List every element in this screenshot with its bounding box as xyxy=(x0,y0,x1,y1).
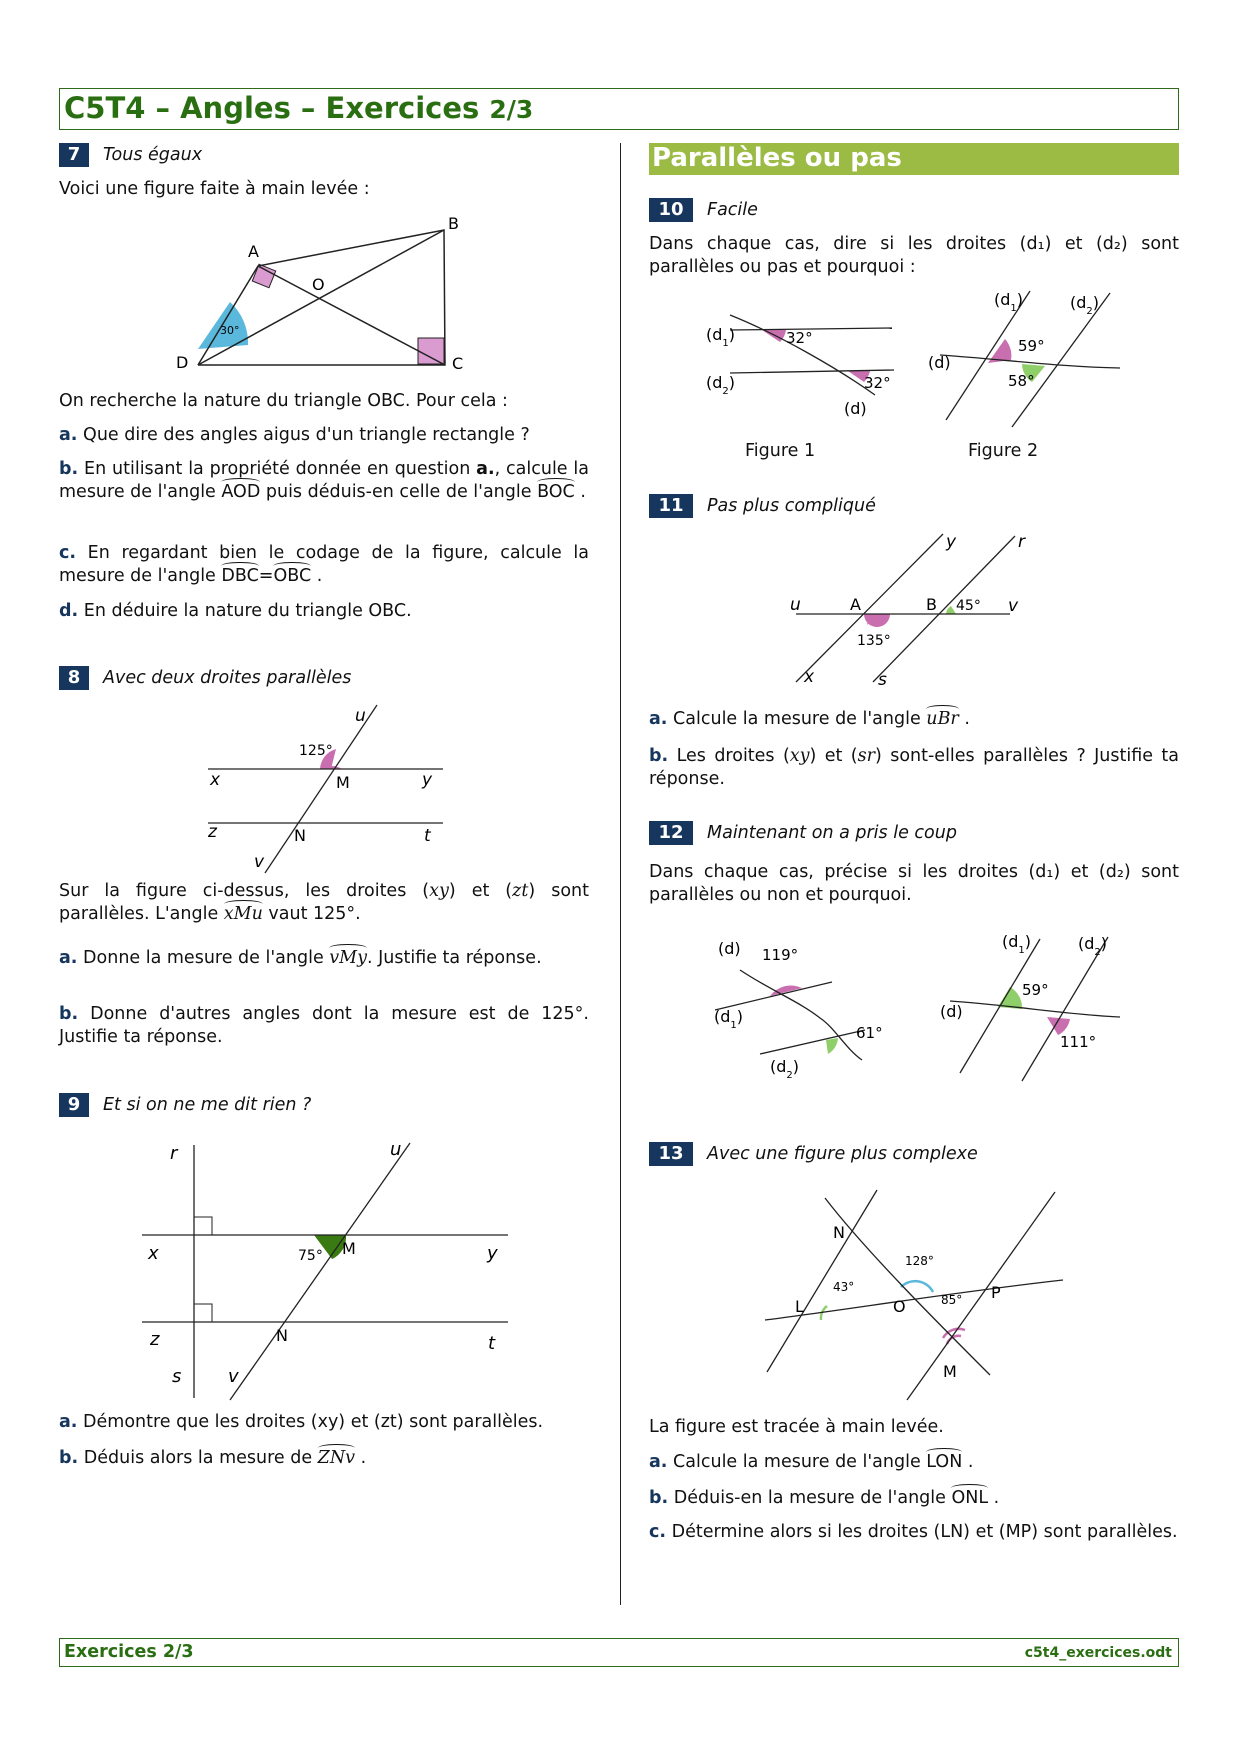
section-header xyxy=(649,143,1179,175)
label-v: v xyxy=(254,852,265,872)
label-d2-close: ) xyxy=(1092,293,1100,312)
angle-label-111: 111° xyxy=(1060,1033,1097,1051)
question-label: c. xyxy=(649,1522,667,1542)
label-d2-subscript: 2 xyxy=(786,1070,793,1081)
label-d1-close: ) xyxy=(728,325,736,344)
label-d2-subscript: 2 xyxy=(1094,947,1101,958)
question-reference: a. xyxy=(476,459,495,479)
right-angle-marker-bottom xyxy=(194,1304,212,1322)
question-text: Donne d'autres angles dont la mesure est de 125°. Justifie ta réponse. xyxy=(59,1004,589,1047)
question-text: En regardant bien le codage de la figure, calcule la mesure de l'angle xyxy=(59,543,589,586)
label-s: s xyxy=(878,670,887,690)
angle-label-32-top: 32° xyxy=(786,329,813,347)
exercise-title: Facile xyxy=(707,200,758,220)
label-d1-close: ) xyxy=(736,1007,744,1026)
exercise-title: Tous égaux xyxy=(103,145,203,165)
exercise-13-figure xyxy=(755,1170,1075,1410)
question-text: . xyxy=(574,481,586,502)
label-d1-subscript: 1 xyxy=(730,1020,737,1031)
right-angle-marker-C xyxy=(418,338,444,364)
question-text: Déduis alors la mesure de xyxy=(83,1448,318,1468)
question-label: d. xyxy=(59,601,79,621)
exercise-7-heading xyxy=(59,143,202,167)
label-s: s xyxy=(172,1366,182,1387)
exercise-title: Maintenant on a pris le coup xyxy=(707,823,957,843)
question-text: ) sont-elles parallèles ? Justifie ta réponse. xyxy=(649,746,1179,789)
line-LN xyxy=(767,1190,877,1372)
exercise-11-question-b xyxy=(649,745,1179,790)
label-O: O xyxy=(893,1297,906,1316)
angle-label-59: 59° xyxy=(1022,981,1049,999)
exercise-title: Avec une figure plus complexe xyxy=(707,1144,978,1164)
angle-label-85: 85° xyxy=(941,1293,963,1307)
label-t: t xyxy=(488,1333,496,1354)
angle-notation: LON xyxy=(926,1452,963,1472)
line-d1 xyxy=(715,982,832,1010)
line-xy xyxy=(796,534,943,682)
angle-notation: ONL xyxy=(951,1488,989,1508)
label-d2-name: (d xyxy=(706,373,723,392)
angle-notation: xMu xyxy=(223,903,263,924)
label-d1-subscript: 1 xyxy=(1010,303,1017,314)
exercise-13-question-b xyxy=(649,1487,1179,1510)
label-u: u xyxy=(390,1139,402,1160)
label-d1-name: (d xyxy=(994,290,1011,309)
exercise-9-figure xyxy=(140,1135,515,1400)
label-d: (d) xyxy=(940,1002,963,1021)
question-text: Les droites ( xyxy=(676,746,790,766)
angle-label-61: 61° xyxy=(856,1024,883,1042)
question-label: a. xyxy=(649,709,668,729)
label-x: x xyxy=(804,667,815,687)
line-sr xyxy=(873,536,1015,682)
exercise-8-figure xyxy=(200,705,450,875)
exercise-8-question-b xyxy=(59,1003,589,1048)
label-d1 xyxy=(714,1007,743,1031)
right-angle-marker-top xyxy=(194,1217,212,1235)
question-text: . Justifie ta réponse. xyxy=(366,948,542,968)
label-d: (d) xyxy=(928,353,951,372)
footer-filename: c5t4_exercices.odt xyxy=(1024,1645,1172,1661)
question-text: Donne la mesure de l'angle xyxy=(83,948,330,968)
exercise-13-intro: La figure est tracée à main levée. xyxy=(649,1417,944,1437)
exercise-8-heading xyxy=(59,666,351,690)
title-fraction: 2/3 xyxy=(489,95,534,124)
exercise-12-text: Dans chaque cas, précise si les droites (d₁) et (d₂) sont parallèles ou non et pourquoi. xyxy=(649,862,1179,905)
exercise-number: 11 xyxy=(649,494,693,518)
angle-label-125: 125° xyxy=(299,743,333,759)
label-A: A xyxy=(248,242,259,261)
statement-text: ) et ( xyxy=(448,881,513,901)
exercise-9-question-b xyxy=(59,1447,589,1470)
page-header xyxy=(59,88,1179,130)
label-d1-close: ) xyxy=(1016,290,1024,309)
label-y: y xyxy=(487,1243,498,1264)
exercise-7-question-d xyxy=(59,600,589,623)
angle-notation: OBC xyxy=(273,565,312,586)
angle-label-59: 59° xyxy=(1018,337,1045,355)
label-d2-close: ) xyxy=(792,1057,800,1076)
label-r: r xyxy=(1018,532,1025,552)
label-d2-name: (d xyxy=(770,1057,787,1076)
exercise-7-question-c xyxy=(59,542,589,587)
page-footer xyxy=(59,1638,1179,1667)
question-text: ) et ( xyxy=(809,746,858,766)
question-label: b. xyxy=(59,459,79,479)
equals-sign: = xyxy=(258,565,274,586)
question-label: a. xyxy=(59,1412,78,1432)
question-text: . xyxy=(958,709,970,729)
exercise-9-question-a xyxy=(59,1411,589,1434)
footer-title: Exercices 2/3 xyxy=(64,1642,194,1662)
label-O: O xyxy=(312,275,325,294)
question-text: . xyxy=(311,565,323,586)
angle-notation: ZNv xyxy=(317,1448,356,1468)
exercise-11-question-a xyxy=(649,708,1179,731)
question-text: Calcule la mesure de l'angle xyxy=(673,1452,927,1472)
label-d: (d) xyxy=(844,399,867,418)
question-text: En déduire la nature du triangle OBC. xyxy=(83,601,412,621)
figure-2-caption: Figure 2 xyxy=(968,441,1039,461)
label-d2 xyxy=(770,1057,799,1081)
question-text: , calcule la mesure de l'angle xyxy=(59,459,589,502)
angle-notation: uBr xyxy=(926,709,959,729)
question-label: b. xyxy=(649,1488,669,1508)
exercise-12-figure-1 xyxy=(710,930,883,1081)
angle-label-58: 58° xyxy=(1008,372,1035,390)
question-text: Calcule la mesure de l'angle xyxy=(673,709,927,729)
exercise-title: Pas plus compliqué xyxy=(707,496,876,516)
question-label: c. xyxy=(59,543,77,563)
line-MP xyxy=(907,1192,1055,1400)
label-B: B xyxy=(926,595,937,614)
line-d xyxy=(950,1001,1120,1017)
label-d1-subscript: 1 xyxy=(1018,945,1025,956)
angle-label-30: 30° xyxy=(220,324,240,337)
label-d1 xyxy=(1002,932,1031,956)
exercise-number: 8 xyxy=(59,666,89,690)
line-name: xy xyxy=(789,746,810,766)
exercise-13-heading xyxy=(649,1142,978,1166)
line-d xyxy=(730,315,875,395)
label-M: M xyxy=(943,1362,957,1381)
exercise-8-statement xyxy=(59,880,589,925)
label-d2 xyxy=(1078,934,1107,958)
question-text: En utilisant la propriété donnée en question xyxy=(84,459,477,479)
angle-notation: BOC xyxy=(537,481,575,502)
label-d2-close: ) xyxy=(728,373,736,392)
label-y: y xyxy=(422,770,433,790)
label-B: B xyxy=(448,214,459,233)
line-d2 xyxy=(760,1030,865,1054)
line-uv xyxy=(265,705,377,873)
exercise-11-heading xyxy=(649,494,876,518)
exercise-number: 7 xyxy=(59,143,89,167)
question-text: . xyxy=(355,1448,367,1468)
label-d2 xyxy=(706,373,735,397)
exercise-7-figure xyxy=(170,210,490,380)
label-d2-subscript: 2 xyxy=(722,386,729,397)
label-N: N xyxy=(276,1326,288,1345)
question-label: b. xyxy=(59,1448,79,1468)
label-P: P xyxy=(991,1283,1001,1302)
right-angle-marker-A xyxy=(252,264,275,287)
question-text: Que dire des angles aigus d'un triangle rectangle ? xyxy=(83,425,530,445)
exercise-13-question-c xyxy=(649,1521,1179,1544)
question-text: puis déduis-en celle de l'angle xyxy=(260,481,538,502)
line-name: zt xyxy=(512,881,529,901)
exercise-10-figure-2 xyxy=(920,285,1130,425)
line-d1 xyxy=(946,291,1030,420)
angle-notation: vMy xyxy=(329,948,367,968)
label-A: A xyxy=(850,595,861,614)
label-d1-name: (d xyxy=(1002,932,1019,951)
label-d2-name: (d xyxy=(1078,934,1095,953)
label-D: D xyxy=(176,353,189,372)
line-d1 xyxy=(960,939,1040,1073)
exercise-7-question-a xyxy=(59,424,589,447)
page-title xyxy=(64,91,533,125)
question-text: . xyxy=(988,1488,1000,1508)
exercise-10-figure-1 xyxy=(700,290,900,420)
statement-text: Sur la figure ci-dessus, les droites ( xyxy=(59,881,430,901)
label-d1-name: (d xyxy=(714,1007,731,1026)
title-main: C5T4 – Angles – Exercices xyxy=(64,91,480,125)
exercise-number: 9 xyxy=(59,1093,89,1117)
angle-label-119: 119° xyxy=(762,946,799,964)
question-label: a. xyxy=(59,948,78,968)
label-N: N xyxy=(833,1223,845,1242)
label-M: M xyxy=(336,773,350,792)
label-v: v xyxy=(228,1366,239,1387)
label-v: v xyxy=(1008,596,1019,616)
label-d1-subscript: 1 xyxy=(722,338,729,349)
line-d xyxy=(740,970,862,1060)
question-label: b. xyxy=(59,1004,79,1024)
label-y: y xyxy=(946,532,957,552)
label-u: u xyxy=(355,706,366,726)
label-d1-close: ) xyxy=(1024,932,1032,951)
question-text: . xyxy=(962,1452,974,1472)
label-x: x xyxy=(148,1243,159,1264)
label-r: r xyxy=(170,1143,178,1164)
angle-label-45: 45° xyxy=(956,598,981,614)
exercise-11-figure xyxy=(790,530,1050,690)
question-label: b. xyxy=(649,746,669,766)
line-name: xy xyxy=(429,881,449,901)
exercise-number: 10 xyxy=(649,198,693,222)
label-d1 xyxy=(994,290,1023,314)
label-d1 xyxy=(706,325,735,349)
line-uv xyxy=(230,1143,410,1400)
angle-label-135: 135° xyxy=(857,633,891,649)
angle-marker-45 xyxy=(946,606,956,614)
label-z: z xyxy=(208,822,217,842)
label-d1-name: (d xyxy=(706,325,723,344)
label-C: C xyxy=(452,354,464,373)
label-L: L xyxy=(795,1297,804,1316)
angle-notation: AOD xyxy=(221,481,261,502)
label-z: z xyxy=(150,1329,160,1350)
label-d2-subscript: 2 xyxy=(1086,306,1093,317)
exercise-7-question: On recherche la nature du triangle OBC. Pour cela : xyxy=(59,391,508,411)
label-x: x xyxy=(210,770,221,790)
line-d2 xyxy=(1012,293,1110,427)
exercise-9-heading xyxy=(59,1093,311,1117)
section-title: Parallèles ou pas xyxy=(652,143,902,173)
exercise-7-question-b xyxy=(59,458,589,503)
label-M: M xyxy=(342,1239,356,1258)
exercise-10-heading xyxy=(649,198,758,222)
exercise-12-figure-2 xyxy=(930,925,1130,1085)
angle-label-75: 75° xyxy=(298,1248,323,1264)
statement-text: vaut 125°. xyxy=(262,903,361,924)
figure-1-caption: Figure 1 xyxy=(745,441,816,461)
exercise-7-intro: Voici une figure faite à main levée : xyxy=(59,179,370,199)
exercise-title: Et si on ne me dit rien ? xyxy=(103,1095,312,1115)
exercise-title: Avec deux droites parallèles xyxy=(103,668,352,688)
question-label: a. xyxy=(59,425,78,445)
exercise-13-question-a xyxy=(649,1451,1179,1474)
angle-label-128: 128° xyxy=(905,1254,934,1268)
exercise-10-text: Dans chaque cas, dire si les droites (d₁) et (d₂) sont parallèles ou pas et pourquoi : xyxy=(649,234,1179,277)
exercise-number: 12 xyxy=(649,821,693,845)
line-LP xyxy=(765,1280,1063,1320)
question-text: Démontre que les droites (xy) et (zt) sont parallèles. xyxy=(83,1412,544,1432)
question-text: Détermine alors si les droites (LN) et (MP) sont parallèles. xyxy=(671,1522,1178,1542)
angle-marker-61 xyxy=(826,1038,838,1054)
label-N: N xyxy=(294,826,306,845)
question-text: Déduis-en la mesure de l'angle xyxy=(673,1488,952,1508)
angle-marker-32-top xyxy=(762,330,786,342)
label-t: t xyxy=(424,826,431,846)
label-d2-close: ) xyxy=(1100,934,1108,953)
exercise-8-question-a xyxy=(59,947,589,970)
angle-label-43: 43° xyxy=(833,1280,855,1294)
angle-label-32-bottom: 32° xyxy=(864,374,891,392)
line-name: sr xyxy=(857,746,875,766)
statement-text: ) sont parallèles. L'angle xyxy=(59,881,589,924)
label-d2-name: (d xyxy=(1070,293,1087,312)
column-divider xyxy=(620,143,621,1605)
exercise-number: 13 xyxy=(649,1142,693,1166)
question-label: a. xyxy=(649,1452,668,1472)
label-d: (d) xyxy=(718,939,741,958)
exercise-12-heading xyxy=(649,821,957,845)
angle-notation: DBC xyxy=(221,565,259,586)
angle-marker-135 xyxy=(864,614,890,627)
label-u: u xyxy=(790,595,801,615)
